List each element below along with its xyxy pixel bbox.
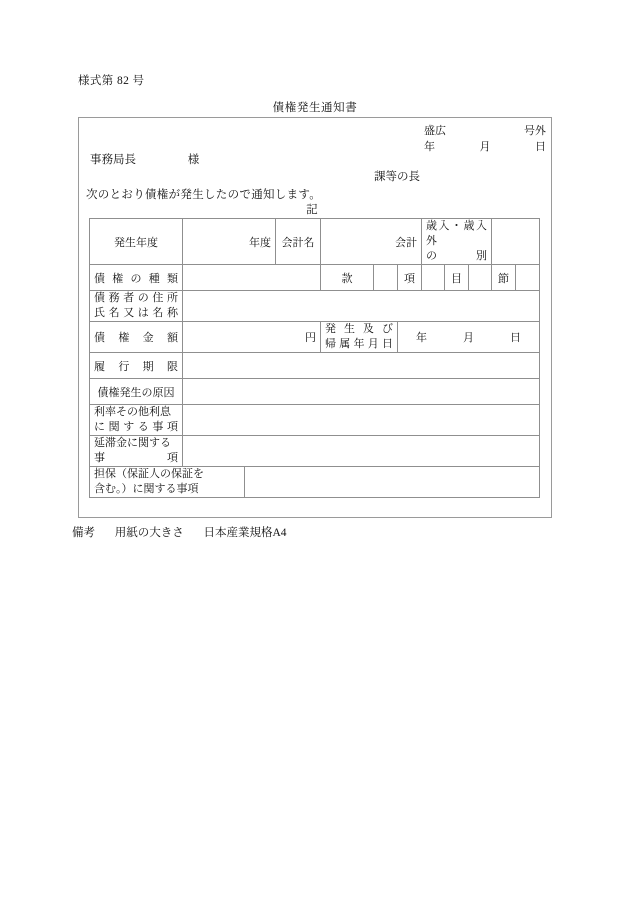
interest-label	[90, 405, 183, 436]
table-row-due-date	[90, 353, 540, 379]
table-row-cause	[90, 379, 540, 405]
ko-label: 項	[398, 265, 422, 291]
claim-type-label: 債権の種類	[90, 265, 183, 291]
accrual-date-year: 年	[416, 332, 427, 344]
issue-date-day: 日	[535, 141, 546, 153]
collateral-label-line1: 担保（保証人の保証を	[94, 468, 204, 480]
interest-label-line2: に関する事項	[94, 421, 178, 433]
remark-note	[72, 524, 287, 540]
collateral-label-line2: 含む。）に関する事項	[94, 483, 199, 495]
collateral-label	[90, 467, 245, 498]
fiscal-year-unit: 年度	[249, 236, 271, 249]
cause-field[interactable]	[183, 379, 540, 405]
debtor-label-line1: 債務者の住所	[94, 292, 178, 304]
due-date-field[interactable]	[183, 353, 540, 379]
form-outer-frame	[78, 117, 552, 518]
table-row-claim-type	[90, 265, 540, 291]
issuer-title: 課等の長	[374, 171, 420, 183]
arrears-label-line1: 延滞金に関する	[94, 437, 171, 449]
accrual-date-day: 日	[510, 332, 521, 344]
table-row-amount	[90, 322, 540, 353]
issue-date-line	[424, 139, 546, 155]
issue-number-suffix: 号外	[524, 125, 546, 137]
claim-details-table	[89, 218, 540, 498]
table-row-fiscal-year	[90, 219, 540, 265]
accrual-date-slots	[402, 329, 535, 345]
accrual-date-label-line2: 帰属年月日	[325, 338, 393, 350]
account-name-label: 会計名	[276, 219, 321, 265]
kan-label: 款	[321, 265, 374, 291]
debtor-label-line2: 氏名又は名称	[94, 307, 178, 319]
addressee-title: 事務局長	[90, 154, 136, 166]
document-title: 債権発生通知書	[272, 102, 358, 114]
account-name-unit: 会計	[395, 236, 418, 249]
revenue-classification-label-line2a: の	[426, 250, 438, 262]
lead-text: 次のとおり債権が発生したので通知します。	[86, 189, 322, 201]
issue-number-line	[424, 123, 546, 139]
fiscal-year-field[interactable]	[183, 219, 276, 265]
revenue-classification-field[interactable]	[492, 219, 540, 265]
debtor-field[interactable]	[183, 291, 540, 322]
collateral-field[interactable]	[245, 467, 540, 498]
arrears-label	[90, 436, 183, 467]
due-date-label: 履行期限	[90, 353, 183, 379]
remark-label: 備考	[72, 527, 95, 539]
cause-label: 債権発生の原因	[90, 379, 183, 405]
accrual-date-field[interactable]	[398, 322, 540, 353]
moku-label: 目	[445, 265, 469, 291]
setsu-label: 節	[492, 265, 516, 291]
claim-amount-label: 債権金額	[90, 322, 183, 353]
account-name-field[interactable]	[321, 219, 422, 265]
claim-type-field[interactable]	[183, 265, 321, 291]
addressee	[90, 151, 199, 167]
revenue-classification-label-line1: 歳入・歳入外	[426, 220, 488, 247]
table-row-debtor	[90, 291, 540, 322]
table-row-interest	[90, 405, 540, 436]
table-row-collateral	[90, 467, 540, 498]
interest-field[interactable]	[183, 405, 540, 436]
remark-text-2: 日本産業規格A4	[203, 527, 287, 539]
accrual-date-label-line1: 発生及び	[325, 323, 393, 335]
claim-amount-unit: 円	[305, 332, 316, 344]
setsu-field[interactable]	[516, 265, 540, 291]
moku-field[interactable]	[469, 265, 492, 291]
ko-field[interactable]	[422, 265, 445, 291]
accrual-date-month: 月	[463, 332, 474, 344]
form-number: 様式第 82 号	[78, 75, 145, 87]
accrual-date-label	[321, 322, 398, 353]
debtor-label	[90, 291, 183, 322]
issue-number-and-date	[424, 123, 546, 155]
arrears-label-line2a: 事	[94, 452, 105, 464]
issue-number-prefix: 盛広	[424, 125, 446, 137]
fiscal-year-label: 発生年度	[90, 219, 183, 265]
interest-label-line1: 利率その他利息	[94, 406, 171, 418]
remark-text-1: 用紙の大きさ	[114, 527, 184, 539]
kan-field[interactable]	[374, 265, 398, 291]
claim-amount-field[interactable]	[183, 322, 321, 353]
table-row-arrears	[90, 436, 540, 467]
issue-date-month: 月	[479, 141, 491, 153]
arrears-label-line2b: 項	[167, 452, 178, 464]
addressee-honorific: 様	[187, 154, 200, 166]
arrears-field[interactable]	[183, 436, 540, 467]
revenue-classification-label-line2b: 別	[476, 250, 488, 262]
ki-mark: 記	[306, 204, 318, 216]
issue-date-year: 年	[424, 141, 435, 153]
revenue-classification-label	[422, 219, 492, 265]
